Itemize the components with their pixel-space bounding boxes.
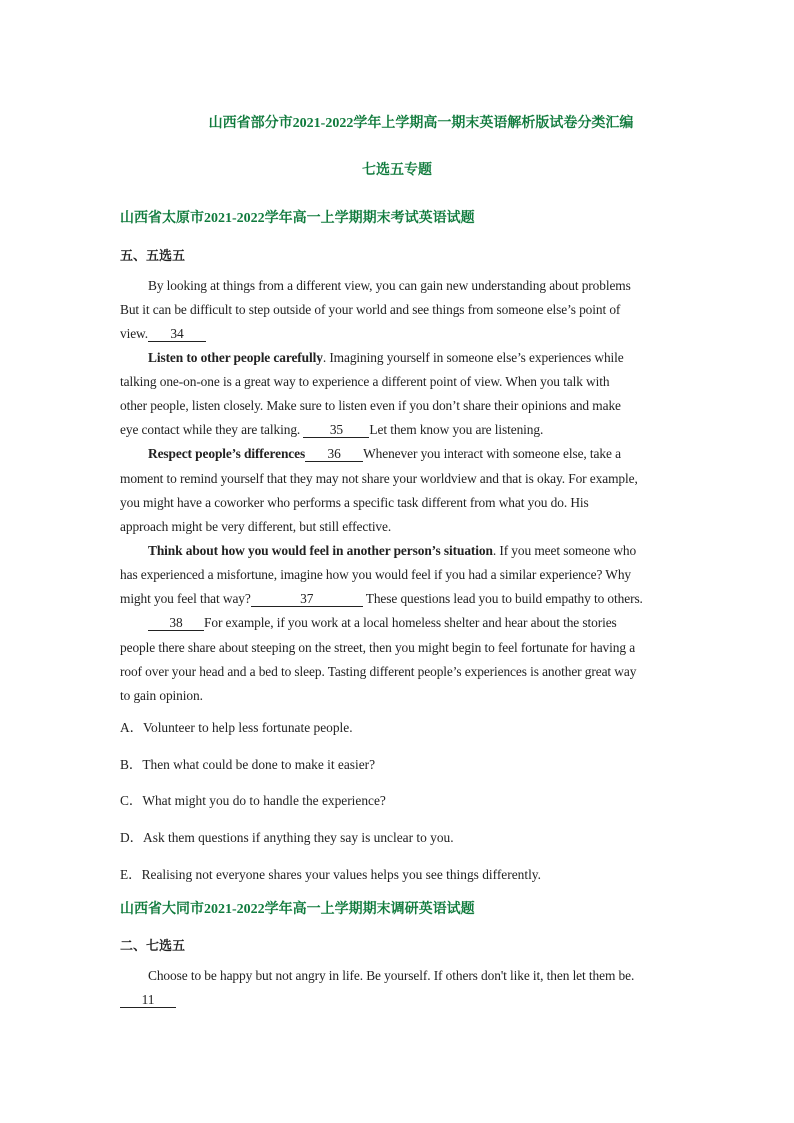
part-label-seven-choose-five: 二、七选五 xyxy=(120,938,186,953)
document-subtitle: 七选五专题 xyxy=(362,163,432,178)
section-heading-datong: 山西省大同市2021-2022学年高一上学期期末调研英语试题 xyxy=(120,902,475,917)
paragraph-line xyxy=(120,422,543,438)
paragraph-line xyxy=(148,350,624,366)
document-title: 山西省部分市2021-2022学年上学期高一期末英语解析版试卷分类汇编 xyxy=(208,116,634,131)
paragraph-line: people there share about steeping on the street, then you might begin to feel fortunate for having a xyxy=(120,640,636,655)
paragraph-text: . If you meet someone who xyxy=(492,543,637,558)
option-d: D．Ask them questions if anything they say is unclear to you. xyxy=(120,830,454,845)
paragraph-text: Let them know you are listening. xyxy=(369,422,544,437)
option-c: C．What might you do to handle the experience? xyxy=(120,793,386,808)
paragraph-text: . Imagining yourself in someone else’s experiences while xyxy=(322,350,624,365)
paragraph-line xyxy=(148,543,636,559)
blank-38: 38 xyxy=(148,616,204,631)
paragraph-line xyxy=(148,446,621,462)
blank-36: 36 xyxy=(305,447,363,462)
blank-37: 37 xyxy=(251,592,363,607)
paragraph-line xyxy=(120,326,206,342)
paragraph-line: talking one-on-one is a great way to experience a different point of view. When you talk with xyxy=(120,374,610,389)
blank-34: 34 xyxy=(148,327,206,342)
paragraph-line: has experienced a misfortune, imagine how you would feel if you had a similar experience? Why xyxy=(120,567,632,582)
bold-topic-sentence: Listen to other people carefully xyxy=(148,350,323,365)
option-b: B．Then what could be done to make it easier? xyxy=(120,757,376,772)
paragraph-line: moment to remind yourself that they may not share your worldview and that is okay. For example, xyxy=(120,471,638,486)
option-e: E．Realising not everyone shares your values helps you see things differently. xyxy=(120,867,541,882)
paragraph-line: But it can be difficult to step outside of your world and see things from someone else’s point of xyxy=(120,302,621,317)
paragraph-line: approach might be very different, but still effective. xyxy=(120,519,392,534)
paragraph-line: Choose to be happy but not angry in life. Be yourself. If others don't like it, then let them be. xyxy=(148,968,635,983)
paragraph-text: For example, if you work at a local homeless shelter and hear about the stories xyxy=(204,615,617,630)
part-label-five-choose-five: 五、五选五 xyxy=(120,248,186,263)
section-heading-taiyuan: 山西省太原市2021-2022学年高一上学期期末考试英语试题 xyxy=(120,211,475,226)
paragraph-line: By looking at things from a different view, you can gain new understanding about problems xyxy=(148,278,631,293)
paragraph-text: might you feel that way? xyxy=(120,591,251,606)
paragraph-line: other people, listen closely. Make sure to listen even if you don’t share their opinions and make xyxy=(120,398,621,413)
option-a: A．Volunteer to help less fortunate people. xyxy=(120,720,353,735)
paragraph-line: roof over your head and a bed to sleep. Tasting different people’s experiences is another great way xyxy=(120,664,637,679)
paragraph-text: view. xyxy=(120,326,149,341)
blank-11: 11 xyxy=(120,993,176,1008)
bold-topic-sentence: Respect people’s differences xyxy=(148,446,306,461)
blank-35: 35 xyxy=(303,423,369,438)
paragraph-line: to gain opinion. xyxy=(120,688,203,703)
paragraph-line xyxy=(120,992,176,1008)
paragraph-text: Whenever you interact with someone else, take a xyxy=(363,446,621,461)
paragraph-line: you might have a coworker who performs a specific task different from what you do. His xyxy=(120,495,589,510)
paragraph-text: These questions lead you to build empathy to others. xyxy=(362,591,643,606)
paragraph-line xyxy=(148,615,617,631)
paragraph-text: eye contact while they are talking. xyxy=(120,422,301,437)
bold-topic-sentence: Think about how you would feel in another person’s situation xyxy=(148,543,493,558)
paragraph-line xyxy=(120,591,643,607)
